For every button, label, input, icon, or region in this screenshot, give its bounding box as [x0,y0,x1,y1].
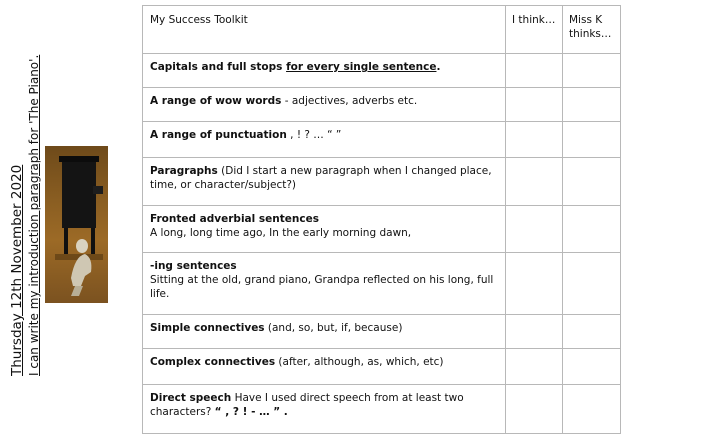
criterion-rest: Have I used direct speech from at least two characters? [150,392,464,418]
criterion-capitals [143,54,506,88]
criterion-paragraphs [143,158,506,206]
teacher-assessment-cell[interactable] [563,206,621,253]
criterion-ing-sentences [143,253,506,315]
criterion-lead: Fronted adverbial sentences [150,213,319,225]
table-row [143,122,621,158]
piano-top [59,156,99,162]
criterion-punctuation [143,122,506,158]
criterion-rest: (and, so, but, if, because) [264,322,403,334]
table-row [143,158,621,206]
teacher-assessment-cell[interactable] [563,88,621,122]
piano-illustration [45,146,108,303]
criterion-lead: A range of wow words [150,95,282,107]
self-assessment-cell[interactable] [506,385,563,434]
self-assessment-cell[interactable] [506,349,563,385]
learning-objective: I can write my introduction paragraph for 'The Piano'. [27,54,41,376]
piano-body [62,160,96,228]
table-row [143,315,621,349]
figure-head [76,239,88,253]
criterion-lead: Direct speech [150,392,232,404]
teacher-assessment-cell[interactable] [563,122,621,158]
criterion-lead: Simple connectives [150,322,265,334]
criterion-rest: (Did I start a new paragraph when I changed place, time, or character/subject?) [150,165,492,191]
teacher-assessment-cell[interactable] [563,315,621,349]
self-assessment-cell[interactable] [506,206,563,253]
criterion-emphasis: for every single sentence [286,61,437,73]
teacher-assessment-cell[interactable] [563,349,621,385]
header-miss-k-thinks: Miss K thinks… [563,6,621,54]
criterion-rest: (after, although, as, which, etc) [275,356,444,368]
criterion-fronted-adverbials [143,206,506,253]
piano-leg-left [64,228,68,254]
header-i-think: I think… [506,6,563,54]
table-row [143,253,621,315]
table-row [143,88,621,122]
teacher-assessment-cell[interactable] [563,54,621,88]
figure-legs [71,286,83,296]
table-row [143,206,621,253]
criterion-lead: Paragraphs [150,165,218,177]
criterion-direct-speech [143,385,506,434]
self-assessment-cell[interactable] [506,122,563,158]
teacher-assessment-cell[interactable] [563,158,621,206]
criterion-rest: , ! ? … “ ” [286,129,342,141]
date-title: Thursday 12th November 2020 [9,164,25,376]
criterion-rest: . [436,61,441,73]
criterion-lead: Complex connectives [150,356,276,368]
criterion-lead: Capitals and full stops [150,61,287,73]
self-assessment-cell[interactable] [506,54,563,88]
self-assessment-cell[interactable] [506,315,563,349]
teacher-assessment-cell[interactable] [563,253,621,315]
piano-picture [45,146,108,303]
table-header-row [143,6,621,54]
success-toolkit-table [142,5,621,434]
piano-keyboard [93,186,103,194]
criterion-wow-words [143,88,506,122]
self-assessment-cell[interactable] [506,253,563,315]
header-toolkit: My Success Toolkit [143,6,506,54]
criterion-lead: A range of punctuation [150,129,287,141]
table-row [143,349,621,385]
table-row [143,54,621,88]
self-assessment-cell[interactable] [506,88,563,122]
criterion-punctuation-marks: “ , ? ! - … ” . [214,406,288,418]
criterion-rest: - adjectives, adverbs etc. [281,95,418,107]
criterion-rest: A long, long time ago, In the early morning dawn, [150,227,412,239]
criterion-rest: Sitting at the old, grand piano, Grandpa reflected on his long, full life. [150,274,494,300]
self-assessment-cell[interactable] [506,158,563,206]
piano-leg-right [91,228,95,254]
criterion-lead: -ing sentences [150,260,237,272]
table-row [143,385,621,434]
criterion-complex-connectives [143,349,506,385]
criterion-simple-connectives [143,315,506,349]
teacher-assessment-cell[interactable] [563,385,621,434]
